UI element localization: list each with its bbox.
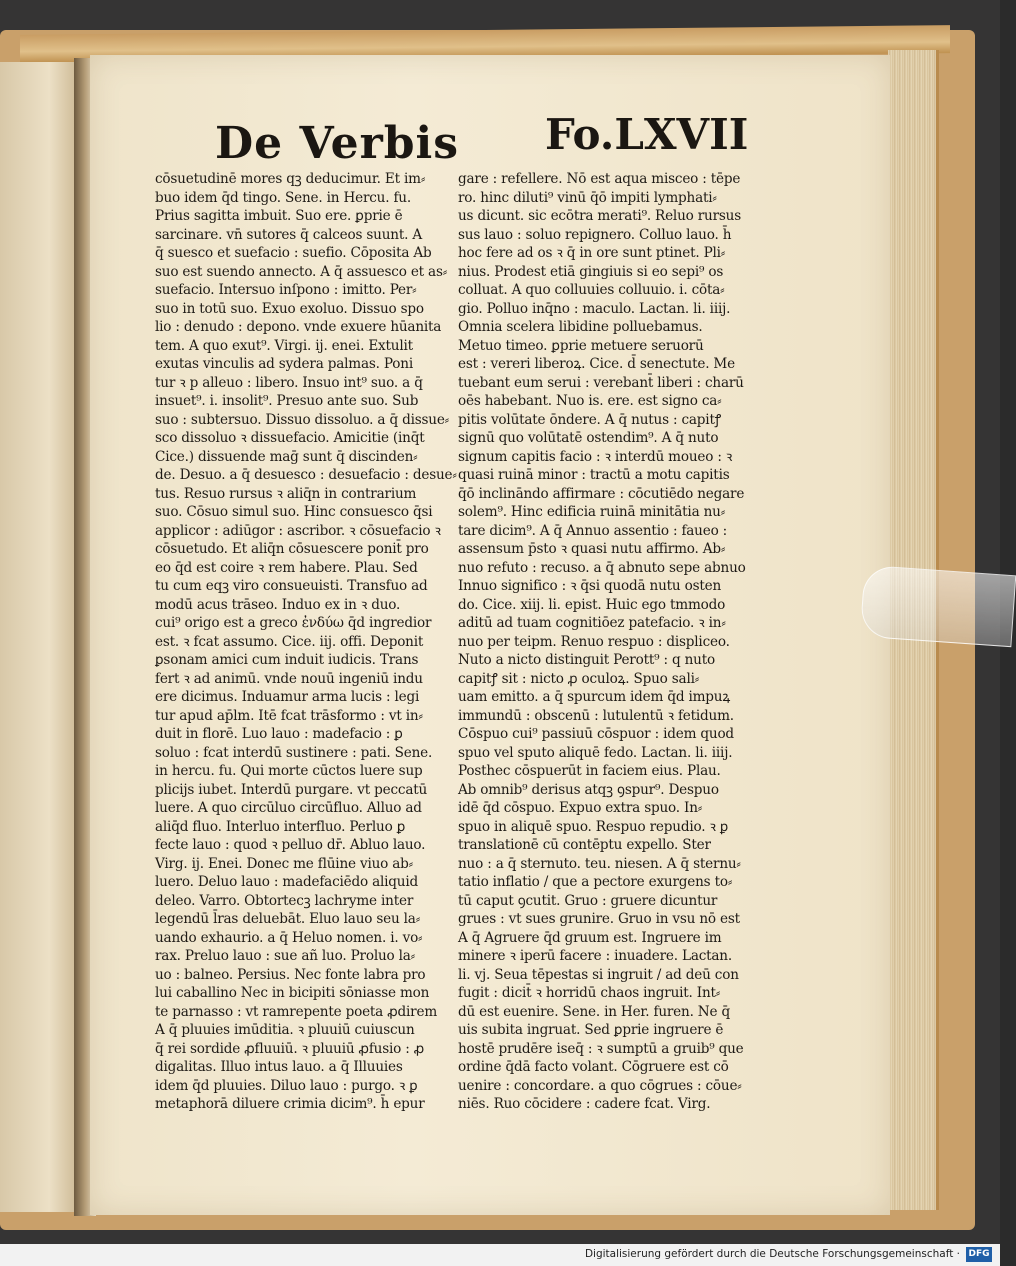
text-line: tu cum eqꝫ viro consueuisti. Transfuo ad [155,578,428,594]
text-line: hoc fere ad os ꝛ q̄ in ore sunt ptinet. Pli⸗ [458,245,726,261]
text-line: nuo : a q̄ sternuto. teu. niesen. A q̄ sternu⸗ [458,855,741,872]
text-line: legendū l̄ras deluebāt. Eluo lauo seu la⸗ [155,911,421,927]
text-line: gare : refellere. Nō est aqua misceo : tēpe [458,171,741,187]
text-line: ordine q̄dā facto volant. Cōgruere est cō [458,1059,729,1075]
text-line: signum capitis facio : ꝛ interdū moueo : ꝛ [458,448,733,465]
text-line: metaphorā diluere crimia dicim⁹. h̄ epur [155,1096,425,1112]
text-line: q̄ suesco et suefacio : suefio. Cōposita Ab [155,245,432,261]
text-line: tur ꝛ p alleuo : libero. Insuo int⁹ suo. a q̄ [155,374,423,391]
folio-number: Fo.LXVII [545,110,749,159]
text-line: de. Desuo. a q̄ desuesco : desuefacio : desue⸗ [155,467,457,483]
text-line: insuet⁹. i. insolit⁹. Presuo ante suo. Sub [155,393,419,409]
text-line: Ab omnib⁹ derisus atqꝫ ꝯspur⁹. Despuo [458,781,719,798]
text-line: Cice.) dissuende maḡ sunt q̄ discinden⸗ [155,448,418,465]
dfg-logo: DFG [966,1247,992,1262]
text-line: capitꝭ sit : nicto ꝓ oculoꝝ. Spuo sali⸗ [458,670,700,687]
text-line: exutas vinculis ad sydera palmas. Poni [155,356,413,372]
text-line: tare dicim⁹. A q̄ Annuo assentio : faueo : [458,522,728,539]
text-line: translationē cū contēptu expello. Ster [458,837,711,853]
text-line: do. Cice. xiij. li. epist. Huic ego tmmodo [458,596,726,613]
text-line: niēs. Ruo cōcidere : cadere fcat. Virg. [458,1096,711,1112]
text-line: signū quo volūtatē ostendim⁹. A q̄ nuto [458,430,719,446]
text-line: rax. Preluo lauo : sue añ luo. Proluo la⸗ [155,948,416,964]
text-line: eo q̄d est coire ꝛ rem habere. Plau. Sed [155,559,418,576]
text-line: uo : balneo. Persius. Nec fonte labra pro [155,966,426,983]
text-line: uando exhaurio. a q̄ Heluo nomen. i. vo⸗ [155,929,423,946]
text-line: solem⁹. Hinc edificia ruinā minitātia nu⸗ [458,504,726,520]
text-line: suo in totū suo. Exuo exoluo. Dissuo spo [155,300,424,317]
text-line: duit in florē. Luo lauo : madefacio : ꝑ [155,726,403,742]
text-line: nuo per teipm. Renuo respuo : displiceo. [458,633,730,650]
text-line: cōsuetudinē mores qꝫ deducimur. Et im⸗ [155,171,426,187]
text-line: fert ꝛ ad animū. vnde nouū ingeniū indu [155,670,423,687]
text-line: idē q̄d cōspuo. Expuo extra spuo. In⸗ [458,800,703,816]
text-line: oēs habebant. Nuo is. ere. est signo ca⸗ [458,393,722,409]
text-line: us dicunt. sic ecōtra merati⁹. Reluo rursus [458,208,742,224]
plastic-page-clip [860,565,1016,647]
text-line: lio : denudo : depono. vnde exuere hūanita [155,319,442,335]
text-line: Metuo timeo. ꝑprie metuere seruorū [458,337,704,354]
text-line: luero. Deluo lauo : madefaciēdo aliquid [155,874,418,890]
text-line: tus. Resuo rursus ꝛ aliq̄n in contrarium [155,485,417,502]
text-line: sus lauo : soluo repignero. Colluo lauo. h̄ [458,226,732,243]
text-line: lui caballino Nec in bicipiti sōniasse mon [155,985,430,1001]
text-line: aditū ad tuam cognitiōez patefacio. ꝛ in⸗ [458,615,726,631]
text-line: cui⁹ origo est a greco ἐνδύω q̄d ingredior [155,615,432,631]
text-column-left [155,170,457,1112]
footer-credit: Digitalisierung gefördert durch die Deutsche Forschungsgemeinschaft · [584,1248,960,1260]
text-line: fugit : dicit̄ ꝛ horridū chaos ingruit. Int⸗ [458,985,721,1001]
text-line: q̄ rei sordide ꝓfluuiū. ꝛ pluuiū ꝓfusio : ꝓ [155,1040,425,1057]
text-line: tur apud ap̄lm. Itē fcat trāsformo : vt in⸗ [155,707,423,724]
text-line: luere. A quo circūluo circūfluo. Alluo ad [155,800,422,816]
text-line: deleo. Varro. Obtortecꝫ lachryme inter [155,892,414,909]
text-line: li. vj. Seua tēpestas si ingruit / ad deū con [458,966,739,983]
footer-bar [0,1244,1000,1266]
text-line: ere dicimus. Induamur arma lucis : legi [155,689,420,705]
text-line: A q̄ Agruere q̄d gruum est. Ingruere im [458,929,722,946]
text-line: soluo : fcat interdū sustinere : pati. Sene. [155,744,433,761]
text-line: Virg. ij. Enei. Donec me flūine viuo ab⸗ [155,855,413,872]
text-line: modū acus trāseo. Induo ex in ꝛ duo. [155,596,401,613]
text-line: nuo refuto : recuso. a q̄ abnuto sepe abnuo [458,559,746,576]
text-line: uam emitto. a q̄ spurcum idem q̄d impuꝝ [458,689,731,705]
left-page-edge [0,62,82,1212]
text-line: suefacio. Intersuo inſpono : imitto. Per⸗ [155,282,417,298]
text-line: quasi ruinā minor : tractū a motu capitis [458,467,730,483]
text-line: fecte lauo : quod ꝛ pelluo dr̄. Abluo lauo. [155,837,426,853]
text-column-right [458,170,758,1112]
text-line: ꝑsonam amici cum induit iudicis. Trans [155,652,419,668]
text-line: tū caput ꝯcutit. Gruo : gruere dicuntur [458,892,718,909]
text-line: Nuto a nicto distinguit Perott⁹ : q nuto [458,652,715,668]
text-line: idem q̄d pluuies. Diluo lauo : purgo. ꝛ ꝑ [155,1077,418,1094]
text-line: in hercu. fu. Qui morte cūctos luere sup [155,763,423,779]
text-line: A q̄ pluuies imūditia. ꝛ pluuiū cuiuscun [155,1022,415,1038]
text-line: gio. Polluo inq̄no : maculo. Lactan. li. iiij. [458,300,731,317]
text-line: dū est euenire. Sene. in Her. furen. Ne q̄ [458,1003,730,1020]
text-line: sarcinare. vn̄ sutores q̄ calceos suunt. A [155,226,422,243]
text-line: immundū : obscenū : lutulentū ꝛ fetidum. [458,707,734,724]
text-line: tuebant eum serui : verebant̄ liberi : charū [458,374,744,391]
text-line: buo idem q̄d tingo. Sene. in Hercu. fu. [155,189,411,206]
text-line: digalitas. Illuo intus lauo. a q̄ Illuuies [155,1059,403,1075]
text-line: est. ꝛ fcat assumo. Cice. iij. offi. Deponit [155,633,424,650]
text-line: te parnasso : vt ramrepente poeta ꝓdirem [155,1003,438,1020]
text-line: suo. Cōsuo simul suo. Hinc consuesco q̄si [155,504,433,520]
text-line: minere ꝛ iperū facere : inuadere. Lactan. [458,948,732,964]
text-line: spuo vel sputo aliquē fedo. Lactan. li. iiij. [458,744,733,761]
text-line: spuo in aliquē spuo. Respuo repudio. ꝛ ꝑ [458,818,728,835]
text-line: ro. hinc diluti⁹ vinū q̄ō impiti lymphati⸗ [458,189,717,206]
text-line: hostē prudēre iseq̄ : ꝛ sumptū a gruib⁹ que [458,1040,744,1057]
text-line: grues : vt sues grunire. Gruo in vsu nō est [458,911,740,927]
text-line: Omnia scelera libidine polluebamus. [458,319,703,335]
text-line: suo est suendo annecto. A q̄ assuesco et as⸗ [155,263,448,280]
text-line: Cōspuo cui⁹ passiuū cōspuor : idem quod [458,726,734,742]
text-line: nius. Prodest etiā gingiuis si eo sepi⁹ os [458,263,724,280]
text-line: applicor : adiūgor : ascribor. ꝛ cōsuefacio ꝛ [155,522,441,539]
text-line: colluat. A quo colluuies colluuio. i. cōta⸗ [458,282,725,298]
text-line: Prius sagitta imbuit. Suo ere. ꝑprie ē [155,208,403,224]
text-line: sco dissoluo ꝛ dissuefacio. Amicitie (inq̄t [155,430,425,446]
text-line: q̄ō inclināndo affirmare : cōcutiēdo negare [458,485,745,502]
text-line: aliq̄d fluo. Interluo interfluo. Perluo ꝑ [155,818,406,835]
text-line: assensum p̄sto ꝛ quasi nutu affirmo. Ab⸗ [458,541,726,557]
text-line: uenire : concordare. a quo cōgrues : cōue⸗ [458,1077,742,1094]
text-line: plicijs iubet. Interdū purgare. vt peccatū [155,781,428,798]
text-line: cōsuetudo. Et aliq̄n cōsuescere ponit̄ pro [155,541,429,557]
text-line: pitis volūtate ōndere. A q̄ nutus : capitꝭ [458,411,721,428]
text-line: est : vereri liberoꝝ. Cice. d̄ senectute. Me [458,356,735,372]
text-line: Posthec cōspuerūt in faciem eius. Plau. [458,763,721,779]
running-head-title: De Verbis [215,118,459,169]
text-line: suo : subtersuo. Dissuo dissoluo. a q̄ dissue⸗ [155,411,450,428]
text-line: uis subita ingruat. Sed ꝑprie ingruere ē [458,1022,724,1038]
text-line: Innuo significo : ꝛ q̄si quodā nutu osten [458,578,722,594]
text-line: tem. A quo exut⁹. Virgi. ij. enei. Extulit [155,337,413,354]
text-line: tatio inflatio / que a pectore exurgens to⸗ [458,874,733,890]
